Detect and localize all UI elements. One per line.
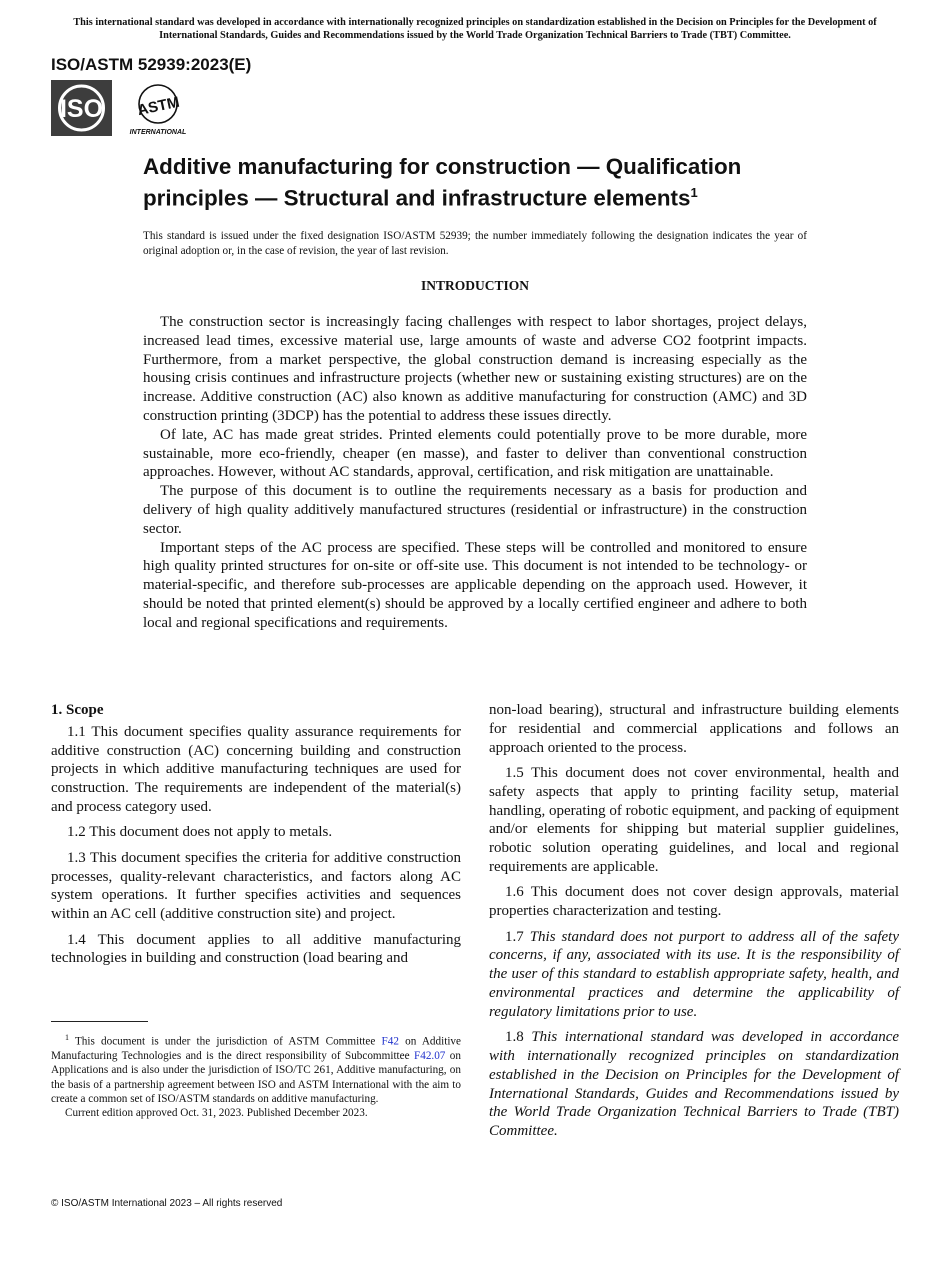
right-column [489, 701, 899, 1148]
document-title [143, 154, 823, 211]
scope-heading: 1. Scope [51, 702, 104, 718]
astm-logo-subtext: INTERNATIONAL [129, 129, 187, 136]
introduction-body [143, 313, 807, 633]
copyright-footer: © ISO/ASTM International 2023 – All rights reserved [51, 1198, 283, 1209]
footnote-text: on Additive Manufacturing Technologies and is the direct responsibility of Subcommittee [51, 1035, 461, 1063]
clause-1-5: 1.5 This document does not cover environmental, health and safety aspects that apply to printing facility setup, material handling, operating of robotic equipment, and packing of equipment and/or elements for shipping but material supplier guidelines, robotic solution operating guidelines, and local and regional requirements are applicable. [489, 764, 899, 875]
intro-paragraph: Of late, AC has made great strides. Printed elements could potentially prove to be more durable, more sustainable, more eco-friendly, cheaper (en masse), and faster to deliver than conventional construction approaches. However, without AC standards, approval, certification, and risk mitigation are unattainable. [143, 426, 807, 481]
intro-paragraph: The purpose of this document is to outline the requirements necessary as a basis for production and delivery of high quality additively manufactured structures (residential or infrastructure) in the construction sector. [143, 483, 807, 537]
title-text: Additive manufacturing for construction — Qualification principles — Structural and infrastructure elements [143, 154, 742, 211]
clause-1-1: 1.1 This document specifies quality assurance requirements for additive construction (AC) concerning building and construction projects in which additive manufacturing techniques are used for construction. The requirements are independent of the material(s) and process category used. [51, 723, 461, 815]
footnote-marker: 1 [65, 1033, 69, 1042]
intro-paragraph: Important steps of the AC process are specified. These steps will be controlled and monitored to ensure high quality printed structures for on-site or off-site use. This document is not intended to be technology- or material-specific, and therefore sub-processes are applicable depending on the approach used. However, it should be noted that printed element(s) should be approved by a locally certified engineer and adhere to both local and regional specifications and requirements. [143, 539, 807, 631]
clause-1-4-continued: non-load bearing), structural and infrastructure building elements for residential and commercial applications and follows an approach oriented to the process. [489, 702, 899, 756]
iso-logo [51, 80, 112, 136]
footnote-jurisdiction [51, 1031, 461, 1106]
clause-1-8-text: This international standard was developed in accordance with internationally recognized principles on standardization established in the Decision on Principles for the Development of International Standards, Guides and Recommendations issued by the World Trade Organization Technical Barriers to Trade (TBT) Committee. [489, 1029, 900, 1140]
astm-logo [128, 82, 188, 138]
astm-logo-text: ASTM [135, 93, 182, 120]
clause-1-7-text: This standard does not purport to address all of the safety concerns, if any, associated with its use. It is the responsibility of the user of this standard to establish appropriate safety, health, and environmental practices and determine the applicability of regulatory limitations prior to use. [489, 928, 900, 1020]
committee-f42-link[interactable]: F42 [381, 1035, 399, 1048]
issue-note: This standard is issued under the fixed designation ISO/ASTM 52939; the number immediately following the designation indicates the year of original adoption or, in the case of revision, the year of last revision. [143, 230, 807, 257]
footnote-text: This document is under the jurisdiction of ASTM Committee [74, 1035, 382, 1048]
footnote-divider [51, 1021, 148, 1022]
footnote-text: on Applications and is also under the jurisdiction of ISO/TC 261, Additive manufacturing, on the basis of a partnership agreement between ISO and ASTM International with the aim to create a common set of ISO/ASTM standards on additive manufacturing. [51, 1050, 461, 1105]
clause-1-7 [489, 928, 899, 1022]
clause-1-2: 1.2 This document does not apply to metals. [67, 824, 333, 841]
trade-notice: This international standard was developed in accordance with internationally recognized principles on standardization established in the Decision on Principles for the Development of International Standards, Guides and Recommendations issued by the World Trade Organization Technical Barriers to Trade (TBT) Committee. [73, 17, 877, 41]
introduction-heading: INTRODUCTION [420, 278, 529, 293]
clause-1-4: 1.4 This document applies to all additive manufacturing technologies in building and construction (load bearing and [51, 931, 461, 967]
clause-1-3: 1.3 This document specifies the criteria for additive construction processes, quality-relevant characteristics, and factors along AC system operations. It further specifies activities and sequences within an AC cell (additive construction site) and project. [51, 849, 461, 923]
intro-paragraph: The construction sector is increasingly facing challenges with respect to labor shortages, project delays, increased lead times, excessive material use, large amounts of waste and adverse CO2 footprint impacts. Furthermore, from a market perspective, the global construction demand is increasing especially as the housing crisis continues and infrastructure projects (whether new or sustaining existing structures) are on the increase. Additive construction (AC) also known as additive manufacturing for construction (AMC) and 3D construction printing (3DCP) has the potential to address these issues directly. [143, 314, 807, 424]
footnote-edition: Current edition approved Oct. 31, 2023. Published December 2023. [65, 1107, 368, 1120]
subcommittee-f42-07-link[interactable]: F42.07 [414, 1050, 446, 1063]
left-column [51, 701, 461, 975]
clause-1-7-number: 1.7 [505, 928, 524, 945]
title-footnote-ref[interactable]: 1 [690, 185, 698, 200]
iso-logo-text: ISO [59, 95, 104, 123]
clause-1-6: 1.6 This document does not cover design approvals, material properties characterization and testing. [489, 884, 899, 920]
standard-designation: ISO/ASTM 52939:2023(E) [51, 55, 252, 74]
clause-1-8-number: 1.8 [505, 1029, 524, 1046]
footnote [51, 1031, 461, 1121]
clause-1-8 [489, 1028, 899, 1141]
